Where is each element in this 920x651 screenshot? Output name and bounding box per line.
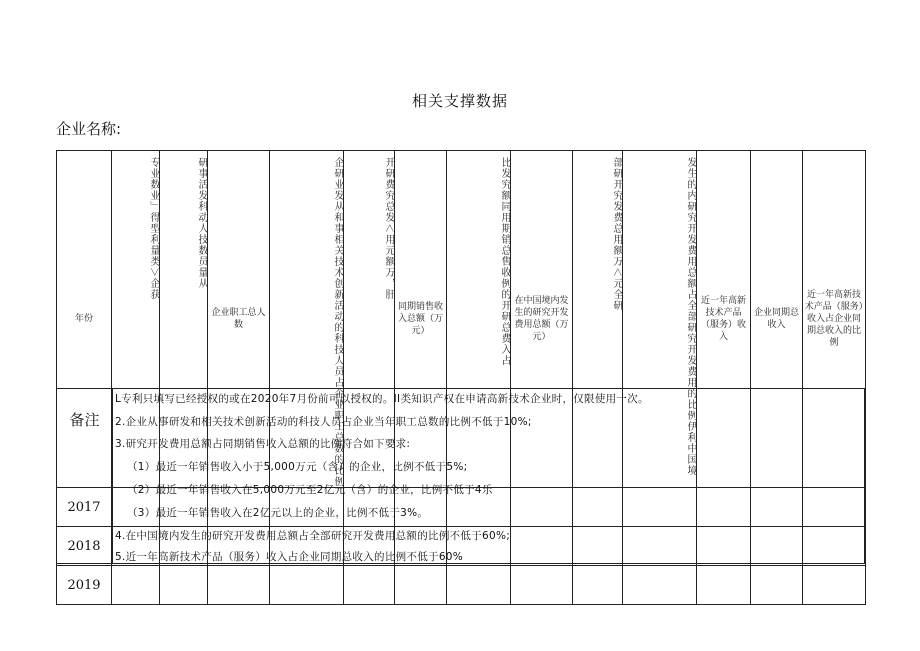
header-ip-count: 专业数业」得型利量类＞企获 bbox=[112, 151, 160, 488]
header-total-revenue: 企业同期总收入 bbox=[751, 151, 803, 488]
table-cell[interactable] bbox=[697, 566, 751, 605]
header-total-rd: 部研开究发费总用额万＜元全研 bbox=[573, 151, 623, 488]
header-sales-revenue: 同期销售收入总额（万元） bbox=[395, 151, 447, 488]
table-cell[interactable] bbox=[751, 566, 803, 605]
table-cell[interactable] bbox=[270, 566, 344, 605]
header-year: 年份 bbox=[57, 151, 112, 488]
header-domestic-rd: 在中国境内发生的研究开发费用总额（万元） bbox=[511, 151, 573, 488]
note-line-1: L专利只填写已经授权的或在2020年7月份前可以授权的。II类知识产权在申请高新技术企业时，仅限使用一次。 bbox=[115, 393, 649, 405]
note-line-8: 5.近一年高新技术产品（服务）收入占企业同期总收入的比例不低于60% bbox=[115, 551, 464, 563]
table-cell[interactable] bbox=[395, 566, 447, 605]
company-name-label: 企业名称: bbox=[56, 120, 122, 138]
year-cell: 2018 bbox=[57, 527, 112, 566]
notes-section bbox=[56, 388, 865, 564]
table-cell[interactable] bbox=[112, 566, 160, 605]
table-cell[interactable] bbox=[511, 566, 573, 605]
header-rd-expense: 开研费究总发＜用元额万，肝 bbox=[344, 151, 395, 488]
note-line-5: （2）最近一年销售收入在5,000万元至2亿元（含）的企业，比例不低于4乐 bbox=[127, 484, 493, 496]
note-line-3: 3.研究开发费用总额占同期销售收入总额的比例符合如下要求: bbox=[115, 438, 411, 450]
header-rd-staff-ratio: 企研业发从和事相关技术创新活动的科技人员占企业职工总数的比例 bbox=[270, 151, 344, 488]
notes-label: 备注 bbox=[57, 389, 113, 563]
table-cell[interactable] bbox=[160, 566, 208, 605]
note-line-2: 2.企业从事研发和相关技术创新活动的科技人员占企业当年职工总数的比例不低于10%; bbox=[115, 416, 532, 428]
header-domestic-rd-ratio: 发生的内研究开发费用总额占全部研究开发费用的比例伊利中国境 bbox=[623, 151, 697, 488]
header-rd-sales-ratio: 比发究额同用期销总售收例的开研总费入占 bbox=[447, 151, 511, 488]
header-rd-staff: 研事活发科动人技数员量从 bbox=[160, 151, 208, 488]
table-cell[interactable] bbox=[208, 566, 270, 605]
year-cell: 2017 bbox=[57, 488, 112, 527]
header-hitech-revenue-ratio: 近一年高新技术产品（服务）收入占企业同期总收入的比例 bbox=[803, 151, 866, 488]
table-cell[interactable] bbox=[623, 566, 697, 605]
header-hitech-revenue: 近一年高新技术产品（服务）收入 bbox=[697, 151, 751, 488]
table-cell[interactable] bbox=[573, 566, 623, 605]
year-cell: 2019 bbox=[57, 566, 112, 605]
table-cell[interactable] bbox=[447, 566, 511, 605]
table-row bbox=[57, 566, 866, 605]
table-cell[interactable] bbox=[803, 566, 866, 605]
note-line-6: （3）最近一年销售收入在2亿元以上的企业，比例不低于3%。 bbox=[127, 507, 429, 519]
table-cell[interactable] bbox=[344, 566, 395, 605]
page-title: 相关支撑数据 bbox=[411, 92, 508, 110]
note-line-7: 4.在中国境内发生的研究开发费用总额占全部研究开发费用总额的比例不低于60%; bbox=[115, 530, 511, 542]
note-line-4: （1）最近一年销售收入小于5,000万元（含）的企业，比例不低于5%; bbox=[127, 461, 468, 473]
header-total-employees: 企业职工总人数 bbox=[208, 151, 270, 488]
